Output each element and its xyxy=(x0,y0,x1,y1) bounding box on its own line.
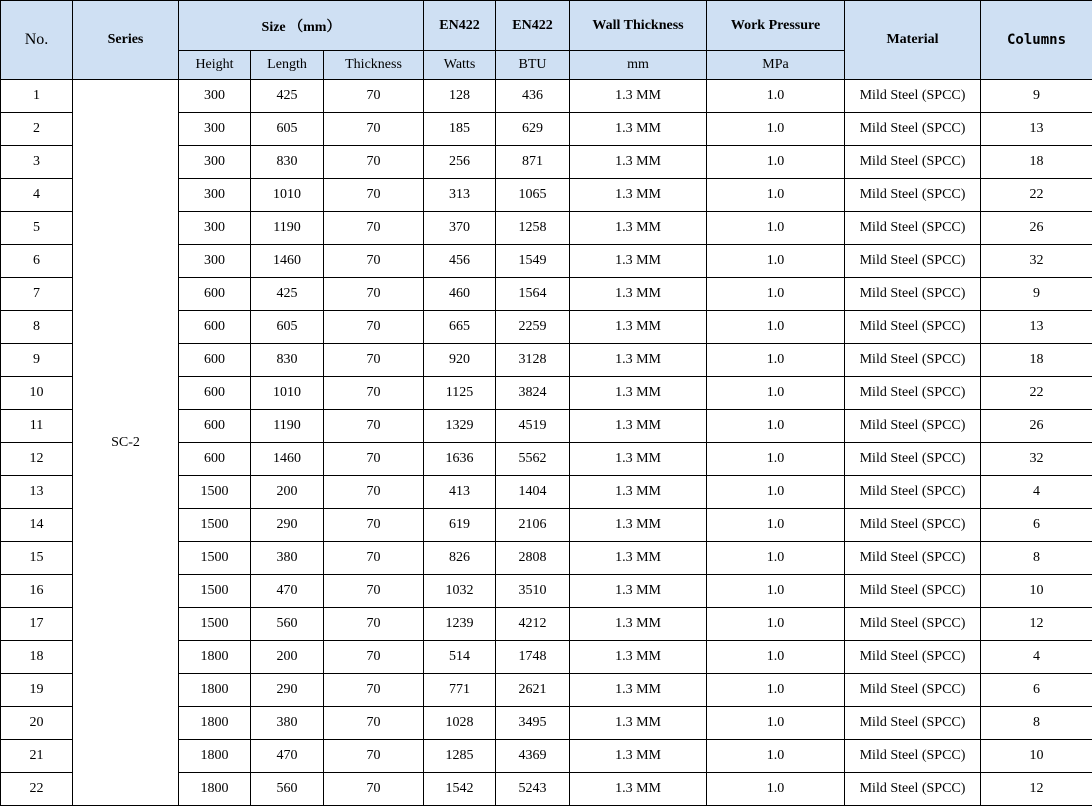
cell-no: 15 xyxy=(1,542,73,575)
cell-columns: 22 xyxy=(981,377,1092,410)
cell-work-pressure: 1.0 xyxy=(707,773,845,806)
cell-height: 600 xyxy=(179,443,251,476)
cell-watts: 1329 xyxy=(424,410,496,443)
cell-btu: 1404 xyxy=(496,476,570,509)
cell-no: 1 xyxy=(1,80,73,113)
cell-length: 200 xyxy=(251,476,324,509)
cell-watts: 370 xyxy=(424,212,496,245)
cell-watts: 826 xyxy=(424,542,496,575)
header-row-main xyxy=(1,1,1092,51)
cell-length: 605 xyxy=(251,113,324,146)
cell-height: 300 xyxy=(179,146,251,179)
cell-wall-thickness: 1.3 MM xyxy=(570,311,707,344)
cell-btu: 3510 xyxy=(496,575,570,608)
cell-length: 830 xyxy=(251,146,324,179)
cell-columns: 4 xyxy=(981,476,1092,509)
cell-columns: 32 xyxy=(981,443,1092,476)
cell-wall-thickness: 1.3 MM xyxy=(570,410,707,443)
cell-work-pressure: 1.0 xyxy=(707,146,845,179)
cell-no: 5 xyxy=(1,212,73,245)
cell-material: Mild Steel (SPCC) xyxy=(845,443,981,476)
cell-length: 830 xyxy=(251,344,324,377)
cell-btu: 1564 xyxy=(496,278,570,311)
cell-btu: 5562 xyxy=(496,443,570,476)
cell-btu: 3495 xyxy=(496,707,570,740)
header-series: Series xyxy=(73,1,179,80)
cell-columns: 12 xyxy=(981,608,1092,641)
cell-btu: 2259 xyxy=(496,311,570,344)
cell-btu: 436 xyxy=(496,80,570,113)
cell-work-pressure: 1.0 xyxy=(707,410,845,443)
cell-length: 560 xyxy=(251,608,324,641)
cell-material: Mild Steel (SPCC) xyxy=(845,80,981,113)
cell-columns: 10 xyxy=(981,740,1092,773)
cell-material: Mild Steel (SPCC) xyxy=(845,575,981,608)
cell-columns: 12 xyxy=(981,773,1092,806)
cell-no: 2 xyxy=(1,113,73,146)
cell-height: 600 xyxy=(179,311,251,344)
cell-height: 300 xyxy=(179,179,251,212)
cell-btu: 3128 xyxy=(496,344,570,377)
cell-columns: 6 xyxy=(981,674,1092,707)
cell-length: 1190 xyxy=(251,212,324,245)
cell-thickness: 70 xyxy=(324,509,424,542)
cell-btu: 1549 xyxy=(496,245,570,278)
cell-wall-thickness: 1.3 MM xyxy=(570,707,707,740)
cell-series: SC-2 xyxy=(73,80,179,806)
cell-length: 1010 xyxy=(251,179,324,212)
cell-work-pressure: 1.0 xyxy=(707,740,845,773)
cell-material: Mild Steel (SPCC) xyxy=(845,641,981,674)
cell-height: 300 xyxy=(179,245,251,278)
cell-thickness: 70 xyxy=(324,476,424,509)
cell-columns: 26 xyxy=(981,410,1092,443)
cell-watts: 256 xyxy=(424,146,496,179)
cell-thickness: 70 xyxy=(324,80,424,113)
cell-no: 9 xyxy=(1,344,73,377)
cell-watts: 1542 xyxy=(424,773,496,806)
cell-work-pressure: 1.0 xyxy=(707,245,845,278)
cell-columns: 22 xyxy=(981,179,1092,212)
cell-watts: 1636 xyxy=(424,443,496,476)
cell-btu: 5243 xyxy=(496,773,570,806)
cell-material: Mild Steel (SPCC) xyxy=(845,740,981,773)
cell-wall-thickness: 1.3 MM xyxy=(570,740,707,773)
cell-no: 16 xyxy=(1,575,73,608)
cell-no: 18 xyxy=(1,641,73,674)
table-row xyxy=(1,80,1092,113)
cell-height: 600 xyxy=(179,410,251,443)
cell-no: 21 xyxy=(1,740,73,773)
cell-thickness: 70 xyxy=(324,575,424,608)
cell-material: Mild Steel (SPCC) xyxy=(845,245,981,278)
cell-height: 1800 xyxy=(179,674,251,707)
cell-thickness: 70 xyxy=(324,707,424,740)
header-btu: BTU xyxy=(496,51,570,80)
cell-btu: 1748 xyxy=(496,641,570,674)
cell-no: 14 xyxy=(1,509,73,542)
cell-material: Mild Steel (SPCC) xyxy=(845,707,981,740)
cell-wall-thickness: 1.3 MM xyxy=(570,608,707,641)
cell-thickness: 70 xyxy=(324,146,424,179)
cell-length: 380 xyxy=(251,542,324,575)
cell-no: 4 xyxy=(1,179,73,212)
cell-btu: 1258 xyxy=(496,212,570,245)
cell-wall-thickness: 1.3 MM xyxy=(570,377,707,410)
cell-material: Mild Steel (SPCC) xyxy=(845,179,981,212)
cell-material: Mild Steel (SPCC) xyxy=(845,344,981,377)
cell-no: 17 xyxy=(1,608,73,641)
cell-height: 1800 xyxy=(179,707,251,740)
cell-columns: 13 xyxy=(981,113,1092,146)
cell-no: 22 xyxy=(1,773,73,806)
cell-work-pressure: 1.0 xyxy=(707,80,845,113)
table-body xyxy=(1,80,1092,806)
cell-work-pressure: 1.0 xyxy=(707,608,845,641)
cell-thickness: 70 xyxy=(324,113,424,146)
cell-watts: 771 xyxy=(424,674,496,707)
cell-watts: 1239 xyxy=(424,608,496,641)
cell-wall-thickness: 1.3 MM xyxy=(570,575,707,608)
cell-no: 8 xyxy=(1,311,73,344)
cell-no: 11 xyxy=(1,410,73,443)
cell-wall-thickness: 1.3 MM xyxy=(570,674,707,707)
cell-btu: 871 xyxy=(496,146,570,179)
cell-height: 600 xyxy=(179,344,251,377)
cell-no: 3 xyxy=(1,146,73,179)
cell-height: 1800 xyxy=(179,641,251,674)
cell-length: 1010 xyxy=(251,377,324,410)
cell-wall-thickness: 1.3 MM xyxy=(570,443,707,476)
cell-columns: 8 xyxy=(981,542,1092,575)
cell-work-pressure: 1.0 xyxy=(707,509,845,542)
cell-length: 1190 xyxy=(251,410,324,443)
cell-wall-thickness: 1.3 MM xyxy=(570,212,707,245)
cell-material: Mild Steel (SPCC) xyxy=(845,542,981,575)
cell-wall-thickness: 1.3 MM xyxy=(570,113,707,146)
cell-work-pressure: 1.0 xyxy=(707,575,845,608)
cell-work-pressure: 1.0 xyxy=(707,278,845,311)
cell-material: Mild Steel (SPCC) xyxy=(845,311,981,344)
cell-work-pressure: 1.0 xyxy=(707,707,845,740)
cell-wall-thickness: 1.3 MM xyxy=(570,146,707,179)
cell-work-pressure: 1.0 xyxy=(707,179,845,212)
cell-wall-thickness: 1.3 MM xyxy=(570,542,707,575)
cell-columns: 9 xyxy=(981,80,1092,113)
cell-no: 20 xyxy=(1,707,73,740)
cell-watts: 1125 xyxy=(424,377,496,410)
cell-length: 470 xyxy=(251,575,324,608)
cell-btu: 629 xyxy=(496,113,570,146)
cell-columns: 13 xyxy=(981,311,1092,344)
cell-no: 6 xyxy=(1,245,73,278)
cell-material: Mild Steel (SPCC) xyxy=(845,509,981,542)
cell-watts: 456 xyxy=(424,245,496,278)
cell-thickness: 70 xyxy=(324,278,424,311)
cell-material: Mild Steel (SPCC) xyxy=(845,278,981,311)
cell-work-pressure: 1.0 xyxy=(707,344,845,377)
cell-thickness: 70 xyxy=(324,608,424,641)
cell-thickness: 70 xyxy=(324,311,424,344)
cell-length: 605 xyxy=(251,311,324,344)
cell-thickness: 70 xyxy=(324,344,424,377)
header-en422-watts: EN422 xyxy=(424,1,496,51)
cell-material: Mild Steel (SPCC) xyxy=(845,212,981,245)
cell-wall-thickness: 1.3 MM xyxy=(570,278,707,311)
header-wall-thickness: Wall Thickness xyxy=(570,1,707,51)
cell-length: 425 xyxy=(251,80,324,113)
cell-watts: 460 xyxy=(424,278,496,311)
cell-length: 1460 xyxy=(251,443,324,476)
cell-material: Mild Steel (SPCC) xyxy=(845,608,981,641)
cell-no: 12 xyxy=(1,443,73,476)
cell-columns: 32 xyxy=(981,245,1092,278)
cell-wall-thickness: 1.3 MM xyxy=(570,179,707,212)
cell-length: 200 xyxy=(251,641,324,674)
cell-height: 600 xyxy=(179,278,251,311)
cell-material: Mild Steel (SPCC) xyxy=(845,674,981,707)
cell-material: Mild Steel (SPCC) xyxy=(845,377,981,410)
cell-length: 560 xyxy=(251,773,324,806)
cell-length: 380 xyxy=(251,707,324,740)
cell-columns: 8 xyxy=(981,707,1092,740)
cell-wall-thickness: 1.3 MM xyxy=(570,245,707,278)
cell-thickness: 70 xyxy=(324,179,424,212)
cell-columns: 9 xyxy=(981,278,1092,311)
header-wall-unit: mm xyxy=(570,51,707,80)
cell-material: Mild Steel (SPCC) xyxy=(845,146,981,179)
cell-no: 13 xyxy=(1,476,73,509)
cell-height: 1800 xyxy=(179,773,251,806)
cell-btu: 2808 xyxy=(496,542,570,575)
cell-thickness: 70 xyxy=(324,410,424,443)
cell-watts: 1285 xyxy=(424,740,496,773)
cell-thickness: 70 xyxy=(324,377,424,410)
cell-columns: 10 xyxy=(981,575,1092,608)
cell-columns: 18 xyxy=(981,344,1092,377)
cell-work-pressure: 1.0 xyxy=(707,377,845,410)
cell-wall-thickness: 1.3 MM xyxy=(570,773,707,806)
cell-height: 300 xyxy=(179,113,251,146)
cell-btu: 4369 xyxy=(496,740,570,773)
cell-wall-thickness: 1.3 MM xyxy=(570,80,707,113)
cell-length: 1460 xyxy=(251,245,324,278)
cell-watts: 413 xyxy=(424,476,496,509)
cell-height: 1500 xyxy=(179,575,251,608)
cell-columns: 4 xyxy=(981,641,1092,674)
cell-watts: 514 xyxy=(424,641,496,674)
cell-watts: 313 xyxy=(424,179,496,212)
cell-height: 300 xyxy=(179,80,251,113)
cell-columns: 18 xyxy=(981,146,1092,179)
cell-no: 10 xyxy=(1,377,73,410)
header-height: Height xyxy=(179,51,251,80)
header-watts: Watts xyxy=(424,51,496,80)
cell-columns: 26 xyxy=(981,212,1092,245)
cell-thickness: 70 xyxy=(324,740,424,773)
header-no: No. xyxy=(1,1,73,80)
cell-material: Mild Steel (SPCC) xyxy=(845,476,981,509)
cell-btu: 2621 xyxy=(496,674,570,707)
cell-work-pressure: 1.0 xyxy=(707,113,845,146)
header-thickness: Thickness xyxy=(324,51,424,80)
table-header xyxy=(1,1,1092,80)
cell-thickness: 70 xyxy=(324,542,424,575)
cell-length: 470 xyxy=(251,740,324,773)
cell-work-pressure: 1.0 xyxy=(707,443,845,476)
cell-height: 600 xyxy=(179,377,251,410)
cell-btu: 3824 xyxy=(496,377,570,410)
cell-btu: 1065 xyxy=(496,179,570,212)
header-size: Size （mm） xyxy=(179,1,424,51)
cell-work-pressure: 1.0 xyxy=(707,311,845,344)
cell-thickness: 70 xyxy=(324,773,424,806)
cell-wall-thickness: 1.3 MM xyxy=(570,641,707,674)
cell-btu: 4519 xyxy=(496,410,570,443)
cell-btu: 2106 xyxy=(496,509,570,542)
cell-watts: 665 xyxy=(424,311,496,344)
cell-work-pressure: 1.0 xyxy=(707,674,845,707)
cell-height: 1800 xyxy=(179,740,251,773)
cell-no: 7 xyxy=(1,278,73,311)
cell-length: 290 xyxy=(251,674,324,707)
cell-work-pressure: 1.0 xyxy=(707,476,845,509)
header-material: Material xyxy=(845,1,981,80)
cell-thickness: 70 xyxy=(324,674,424,707)
header-columns: Columns xyxy=(981,1,1092,80)
cell-material: Mild Steel (SPCC) xyxy=(845,113,981,146)
cell-wall-thickness: 1.3 MM xyxy=(570,509,707,542)
cell-columns: 6 xyxy=(981,509,1092,542)
cell-watts: 920 xyxy=(424,344,496,377)
cell-height: 1500 xyxy=(179,542,251,575)
header-length: Length xyxy=(251,51,324,80)
cell-watts: 128 xyxy=(424,80,496,113)
header-en422-btu: EN422 xyxy=(496,1,570,51)
cell-wall-thickness: 1.3 MM xyxy=(570,476,707,509)
cell-btu: 4212 xyxy=(496,608,570,641)
cell-material: Mild Steel (SPCC) xyxy=(845,410,981,443)
cell-length: 425 xyxy=(251,278,324,311)
cell-thickness: 70 xyxy=(324,245,424,278)
cell-watts: 1032 xyxy=(424,575,496,608)
cell-watts: 1028 xyxy=(424,707,496,740)
cell-thickness: 70 xyxy=(324,641,424,674)
header-pressure-unit: MPa xyxy=(707,51,845,80)
header-work-pressure: Work Pressure xyxy=(707,1,845,51)
cell-work-pressure: 1.0 xyxy=(707,212,845,245)
cell-work-pressure: 1.0 xyxy=(707,542,845,575)
cell-wall-thickness: 1.3 MM xyxy=(570,344,707,377)
cell-height: 1500 xyxy=(179,509,251,542)
cell-height: 1500 xyxy=(179,608,251,641)
cell-length: 290 xyxy=(251,509,324,542)
cell-material: Mild Steel (SPCC) xyxy=(845,773,981,806)
cell-height: 1500 xyxy=(179,476,251,509)
cell-watts: 185 xyxy=(424,113,496,146)
cell-work-pressure: 1.0 xyxy=(707,641,845,674)
cell-watts: 619 xyxy=(424,509,496,542)
cell-thickness: 70 xyxy=(324,443,424,476)
cell-no: 19 xyxy=(1,674,73,707)
cell-thickness: 70 xyxy=(324,212,424,245)
cell-height: 300 xyxy=(179,212,251,245)
